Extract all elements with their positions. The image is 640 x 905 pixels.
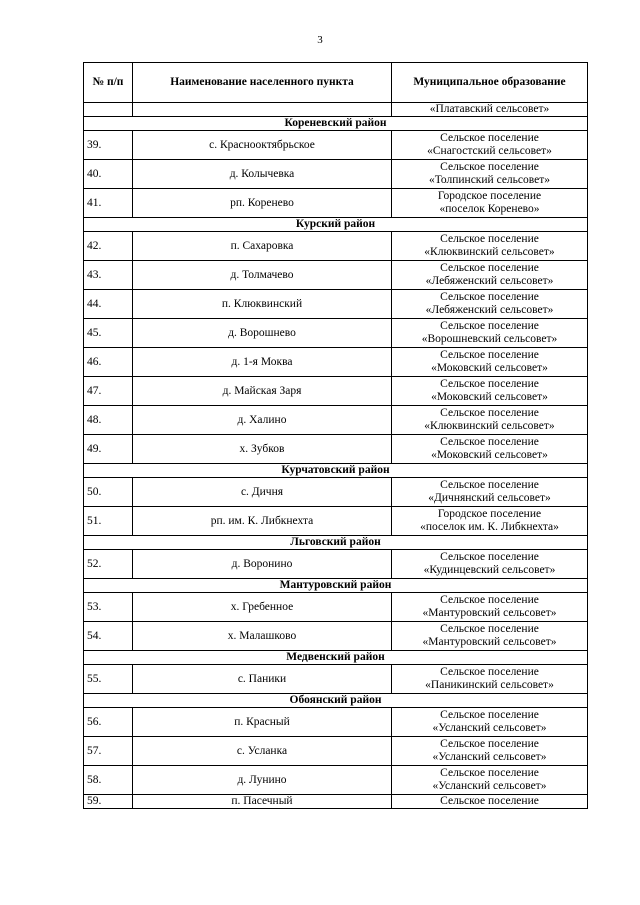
settlement-name: д. Майская Заря xyxy=(133,377,392,406)
settlement-name: д. Лунино xyxy=(133,766,392,795)
district-name: Льговский район xyxy=(84,536,588,550)
row-number: 40. xyxy=(84,160,133,189)
municipality-name: «Усланский сельсовет» xyxy=(432,722,547,734)
district-name: Мантуровский район xyxy=(84,579,588,593)
municipality-name: «Усланский сельсовет» xyxy=(432,751,547,763)
district-header-row xyxy=(84,694,588,708)
district-name: Курчатовский район xyxy=(84,464,588,478)
municipality-name: «поселок им. К. Либкнехта» xyxy=(420,521,559,533)
row-number: 41. xyxy=(84,189,133,218)
continuation-number-cell xyxy=(84,103,133,117)
row-number: 52. xyxy=(84,550,133,579)
municipality-cell xyxy=(392,319,588,348)
municipality-type: Сельское поселение xyxy=(440,233,539,245)
table-row xyxy=(84,189,588,218)
continuation-name-cell xyxy=(133,103,392,117)
row-number: 49. xyxy=(84,435,133,464)
municipality-cell xyxy=(392,261,588,290)
table-header xyxy=(84,63,588,103)
row-number: 50. xyxy=(84,478,133,507)
row-number: 59. xyxy=(84,795,133,809)
municipality-type: Сельское поселение xyxy=(440,767,539,779)
page-number: 3 xyxy=(317,34,323,46)
district-name: Медвенский район xyxy=(84,651,588,665)
table-row xyxy=(84,348,588,377)
municipality-type: Сельское поселение xyxy=(440,436,539,448)
district-name: Курский район xyxy=(84,218,588,232)
municipality-type: Сельское поселение xyxy=(440,407,539,419)
settlement-name: с. Паники xyxy=(133,665,392,694)
municipality-name: «Лебяженский сельсовет» xyxy=(425,304,554,316)
column-header-settlement: Наименование населенного пункта xyxy=(133,63,392,103)
row-number: 45. xyxy=(84,319,133,348)
municipality-cell xyxy=(392,550,588,579)
municipality-type: Сельское поселение xyxy=(440,623,539,635)
settlement-name: рп. Коренево xyxy=(133,189,392,218)
municipality-cell xyxy=(392,478,588,507)
row-number: 42. xyxy=(84,232,133,261)
municipality-name: «Толпинский сельсовет» xyxy=(428,174,550,186)
settlement-name: д. Халино xyxy=(133,406,392,435)
municipality-cell xyxy=(392,708,588,737)
settlements-table xyxy=(83,62,588,809)
row-number: 48. xyxy=(84,406,133,435)
settlement-name: д. 1-я Моква xyxy=(133,348,392,377)
settlement-name: х. Гребенное xyxy=(133,593,392,622)
table-row xyxy=(84,131,588,160)
row-number: 39. xyxy=(84,131,133,160)
row-number: 51. xyxy=(84,507,133,536)
table-row xyxy=(84,622,588,651)
row-number: 57. xyxy=(84,737,133,766)
continuation-row xyxy=(84,103,588,117)
municipality-name: «Клюквинский сельсовет» xyxy=(424,420,555,432)
row-number: 58. xyxy=(84,766,133,795)
table-row xyxy=(84,232,588,261)
table-row xyxy=(84,261,588,290)
settlement-name: д. Воронино xyxy=(133,550,392,579)
municipality-name: «Паникинский сельсовет» xyxy=(425,679,554,691)
column-header-municipality: Муниципальное образование xyxy=(392,63,588,103)
municipality-cell xyxy=(392,622,588,651)
municipality-type: Сельское поселение xyxy=(440,262,539,274)
municipality-name: «Моковский сельсовет» xyxy=(431,449,548,461)
municipality-name: «Лебяженский сельсовет» xyxy=(425,275,554,287)
municipality-type: Сельское поселение xyxy=(440,132,539,144)
table-row xyxy=(84,795,588,809)
municipality-name: «Мантуровский сельсовет» xyxy=(422,636,557,648)
municipality-cell xyxy=(392,348,588,377)
settlement-name: с. Усланка xyxy=(133,737,392,766)
table-row xyxy=(84,377,588,406)
table-row xyxy=(84,160,588,189)
municipality-type: Сельское поселение xyxy=(440,291,539,303)
table-row xyxy=(84,319,588,348)
settlement-name: с. Дичня xyxy=(133,478,392,507)
table-row xyxy=(84,478,588,507)
municipality-type: Городское поселение xyxy=(437,508,542,520)
municipality-name: «Моковский сельсовет» xyxy=(431,391,548,403)
row-number: 53. xyxy=(84,593,133,622)
district-header-row xyxy=(84,218,588,232)
district-header-row xyxy=(84,579,588,593)
table-row xyxy=(84,737,588,766)
table-row xyxy=(84,507,588,536)
municipality-type: Сельское поселение xyxy=(440,594,539,606)
municipality-name: «Кудинцевский сельсовет» xyxy=(423,564,556,576)
municipality-name: «Мантуровский сельсовет» xyxy=(422,607,557,619)
municipality-cell xyxy=(392,290,588,319)
table-row xyxy=(84,435,588,464)
municipality-name: «Моковский сельсовет» xyxy=(431,362,548,374)
municipality-cell xyxy=(392,377,588,406)
row-number: 44. xyxy=(84,290,133,319)
row-number: 46. xyxy=(84,348,133,377)
table-row xyxy=(84,665,588,694)
settlement-name: д. Колычевка xyxy=(133,160,392,189)
municipality-type: Сельское поселение xyxy=(440,666,539,678)
municipality-cell xyxy=(392,737,588,766)
row-number: 55. xyxy=(84,665,133,694)
municipality-cell xyxy=(392,435,588,464)
municipality-type: Сельское поселение xyxy=(440,349,539,361)
row-number: 47. xyxy=(84,377,133,406)
municipality-type: Сельское поселение xyxy=(440,709,539,721)
settlement-name: д. Ворошнево xyxy=(133,319,392,348)
table-row xyxy=(84,593,588,622)
row-number: 54. xyxy=(84,622,133,651)
settlement-name: п. Красный xyxy=(133,708,392,737)
settlement-name: д. Толмачево xyxy=(133,261,392,290)
row-number: 43. xyxy=(84,261,133,290)
municipality-type: Городское поселение xyxy=(437,190,542,202)
municipality-cell xyxy=(392,593,588,622)
district-name: Обоянский район xyxy=(84,694,588,708)
municipality-cell xyxy=(392,507,588,536)
column-header-number: № п/п xyxy=(84,63,133,103)
district-header-row xyxy=(84,651,588,665)
municipality-name: «Снагостский сельсовет» xyxy=(427,145,552,157)
table-row xyxy=(84,406,588,435)
continuation-municipality-cell: «Платавский сельсовет» xyxy=(392,103,588,117)
settlement-name: п. Клюквинский xyxy=(133,290,392,319)
table-body xyxy=(84,103,588,809)
row-number: 56. xyxy=(84,708,133,737)
settlement-name: х. Зубков xyxy=(133,435,392,464)
district-header-row xyxy=(84,117,588,131)
settlement-name: с. Краснооктябрьское xyxy=(133,131,392,160)
municipality-cell xyxy=(392,665,588,694)
municipality-cell xyxy=(392,160,588,189)
municipality-cell xyxy=(392,189,588,218)
municipality-name: «поселок Коренево» xyxy=(439,203,540,215)
municipality-name: «Клюквинский сельсовет» xyxy=(424,246,555,258)
settlement-name: п. Сахаровка xyxy=(133,232,392,261)
table-row xyxy=(84,766,588,795)
table-row xyxy=(84,708,588,737)
municipality-name: «Усланский сельсовет» xyxy=(432,780,547,792)
settlement-name: рп. им. К. Либкнехта xyxy=(133,507,392,536)
municipality-cell xyxy=(392,766,588,795)
municipality-type: Сельское поселение xyxy=(440,479,539,491)
district-header-row xyxy=(84,464,588,478)
municipality-type: Сельское поселение xyxy=(440,378,539,390)
municipality-type: Сельское поселение xyxy=(440,161,539,173)
municipality-cell xyxy=(392,406,588,435)
municipality-type: Сельское поселение xyxy=(440,551,539,563)
municipality-cell xyxy=(392,795,588,809)
district-header-row xyxy=(84,536,588,550)
district-name: Кореневский район xyxy=(84,117,588,131)
municipality-cell xyxy=(392,131,588,160)
municipality-type: Сельское поселение xyxy=(440,320,539,332)
municipality-name: «Дичнянский сельсовет» xyxy=(428,492,551,504)
municipality-type: Сельское поселение xyxy=(440,795,539,807)
municipality-type: Сельское поселение xyxy=(440,738,539,750)
table-row xyxy=(84,290,588,319)
municipality-name: «Ворошневский сельсовет» xyxy=(421,333,558,345)
settlement-name: х. Малашково xyxy=(133,622,392,651)
municipality-cell xyxy=(392,232,588,261)
settlement-name: п. Пасечный xyxy=(133,795,392,809)
table-row xyxy=(84,550,588,579)
